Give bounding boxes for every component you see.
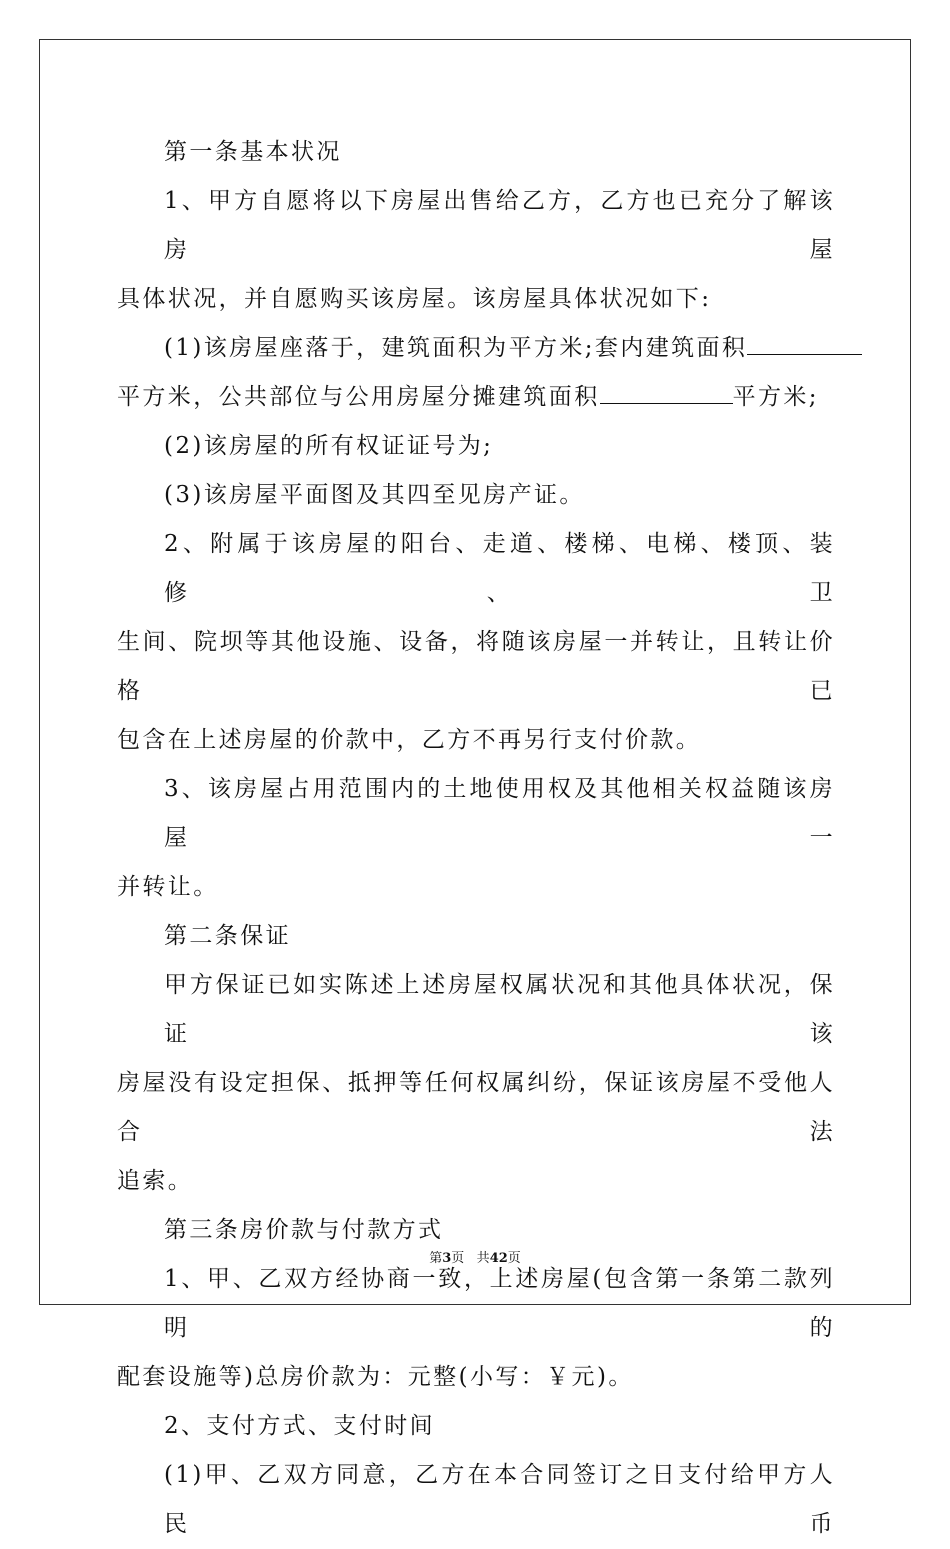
paragraph-line: 追索。 bbox=[117, 1168, 194, 1194]
article-2-heading: 第二条保证 bbox=[164, 923, 291, 949]
paragraph-line: 1、甲、乙双方经协商一致，上述房屋(包含第一条第二款列明的 bbox=[164, 1266, 835, 1341]
article-1-heading: 第一条基本状况 bbox=[164, 139, 342, 165]
article-3-heading: 第三条房价款与付款方式 bbox=[164, 1217, 444, 1243]
paragraph-line: 包含在上述房屋的价款中，乙方不再另行支付价款。 bbox=[117, 727, 702, 753]
paragraph-text: 平方米，公共部位与公用房屋分摊建筑面积 bbox=[117, 384, 600, 410]
paragraph-line: 3、该房屋占用范围内的土地使用权及其他相关权益随该房屋一 bbox=[164, 776, 835, 851]
paragraph-line: 配套设施等)总房价款为：元整(小写：￥元)。 bbox=[117, 1364, 634, 1390]
page-prefix: 第 bbox=[429, 1251, 443, 1266]
paragraph-line: (2)该房屋的所有权证证号为; bbox=[164, 433, 494, 459]
paragraph-text: 平方米; bbox=[732, 384, 819, 410]
total-suffix: 页 bbox=[507, 1251, 521, 1266]
document-body bbox=[117, 128, 835, 1549]
fill-in-blank bbox=[600, 383, 733, 404]
fill-in-blank bbox=[747, 334, 862, 355]
paragraph-line-with-blank bbox=[117, 373, 835, 422]
paragraph-line: 2、支付方式、支付时间 bbox=[164, 1413, 436, 1439]
paragraph-line: 1、甲方自愿将以下房屋出售给乙方，乙方也已充分了解该房屋 bbox=[164, 188, 835, 263]
paragraph-line: 具体状况，并自愿购买该房屋。该房屋具体状况如下: bbox=[117, 286, 712, 312]
total-pages: 42 bbox=[489, 1251, 508, 1266]
paragraph-line: 房屋没有设定担保、抵押等任何权属纠纷，保证该房屋不受他人合法 bbox=[117, 1070, 835, 1145]
page-suffix: 页 bbox=[451, 1251, 465, 1266]
paragraph-line: 2、附属于该房屋的阳台、走道、楼梯、电梯、楼顶、装修、卫 bbox=[164, 531, 835, 606]
paragraph-line: (1)甲、乙双方同意，乙方在本合同签订之日支付给甲方人民币 bbox=[164, 1462, 835, 1537]
total-prefix: 共 bbox=[476, 1251, 490, 1266]
paragraph-text: (1)该房屋座落于，建筑面积为平方米;套内建筑面积 bbox=[164, 335, 748, 361]
paragraph-line-with-blank bbox=[117, 324, 835, 373]
page-footer bbox=[0, 1247, 950, 1266]
paragraph-line: 生间、院坝等其他设施、设备，将随该房屋一并转让，且转让价格已 bbox=[117, 629, 835, 704]
paragraph-line: (3)该房屋平面图及其四至见房产证。 bbox=[164, 482, 585, 508]
page-number: 3 bbox=[442, 1251, 452, 1266]
paragraph-line: 并转让。 bbox=[117, 874, 219, 900]
paragraph-line: 甲方保证已如实陈述上述房屋权属状况和其他具体状况，保证该 bbox=[164, 972, 835, 1047]
